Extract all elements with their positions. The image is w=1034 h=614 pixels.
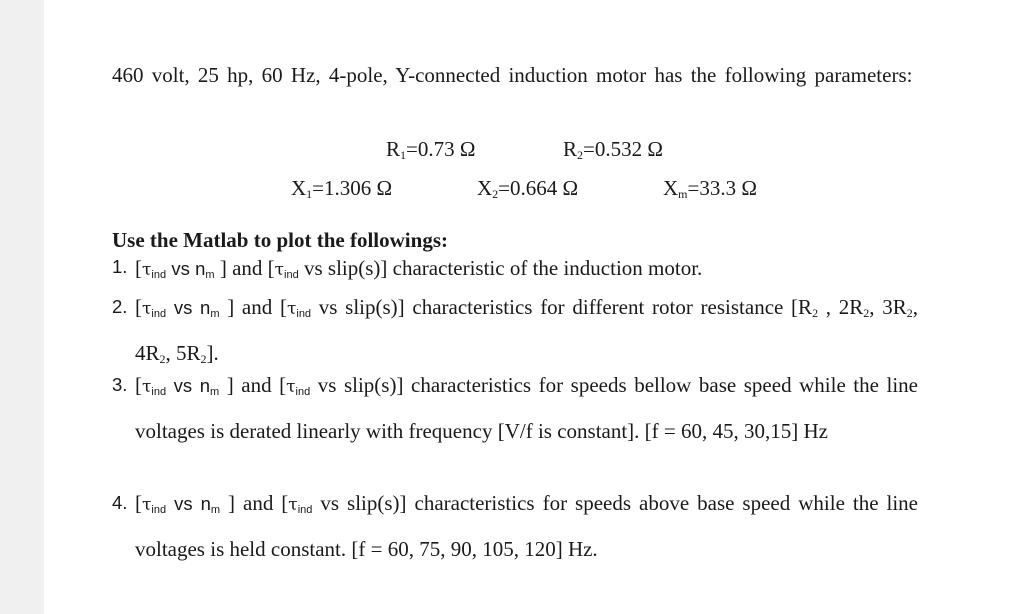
param-x1-var: X <box>291 176 307 200</box>
task-1-number: 1. <box>112 256 128 277</box>
param-x2 <box>477 176 578 202</box>
task-3-number: 3. <box>112 374 128 395</box>
task-2-number: 2. <box>112 296 128 317</box>
param-xm-var: X <box>663 176 679 200</box>
tau-symbol: τ <box>274 260 285 280</box>
param-xm-value: =33.3 Ω <box>687 176 757 200</box>
param-r1-var: R <box>386 137 401 161</box>
param-x1-value: =1.306 Ω <box>312 176 393 200</box>
param-r1-sub: 1 <box>400 148 407 162</box>
section-heading: Use the Matlab to plot the followings: <box>112 228 448 252</box>
param-x2-value: =0.664 Ω <box>498 176 579 200</box>
param-xm-sub: m <box>678 187 688 201</box>
param-r2-var: R <box>563 137 578 161</box>
param-xm <box>663 176 757 202</box>
task-2-text: [$\tau_{ind}$ vs $n_m$ ] and [$\tau_{ind}$ vs slip(s)] characteristics for different rotor resistance [R2 , 2R2, 3R2, 4R2, 5R2]. <box>135 295 918 366</box>
param-r2-sub: 2 <box>577 148 584 162</box>
param-x2-var: X <box>477 176 493 200</box>
task-3-text: [$\tau_{ind}$ vs $n_m$ ] and [$\tau_{ind}$ vs slip(s)] characteristics for speeds bellow base speed while the line voltages is derated linearly with frequency [V/f is constant]. [f = 60, 45, 30,15] Hz <box>135 373 918 443</box>
param-x2-sub: 2 <box>492 187 499 201</box>
n-symbol: n <box>195 258 206 279</box>
param-x1 <box>291 176 392 202</box>
left-margin-strip <box>0 0 44 614</box>
task-4-text: [$\tau_{ind}$ vs $n_m$ ] and [$\tau_{ind}$ vs slip(s)] characteristics for speeds above base speed while the line voltages is held constant. [f = 60, 75, 90, 105, 120] Hz. <box>135 491 918 561</box>
param-r2 <box>563 137 663 163</box>
tau-symbol: τ <box>142 260 152 280</box>
task-4-number: 4. <box>112 492 128 513</box>
task-1-text: [$\tau_{ind}$ vs $n_m$ ] and [$\tau_{ind}$ vs slip(s)] characteristic of the induction motor. <box>135 256 703 281</box>
problem-document <box>112 0 918 614</box>
param-r1 <box>386 137 475 163</box>
param-x1-sub: 1 <box>306 187 313 201</box>
intro-paragraph: 460 volt, 25 hp, 60 Hz, 4-pole, Y-connected induction motor has the following parameters: <box>112 63 913 87</box>
param-r1-value: =0.73 Ω <box>406 137 476 161</box>
param-r2-value: =0.532 Ω <box>583 137 663 161</box>
